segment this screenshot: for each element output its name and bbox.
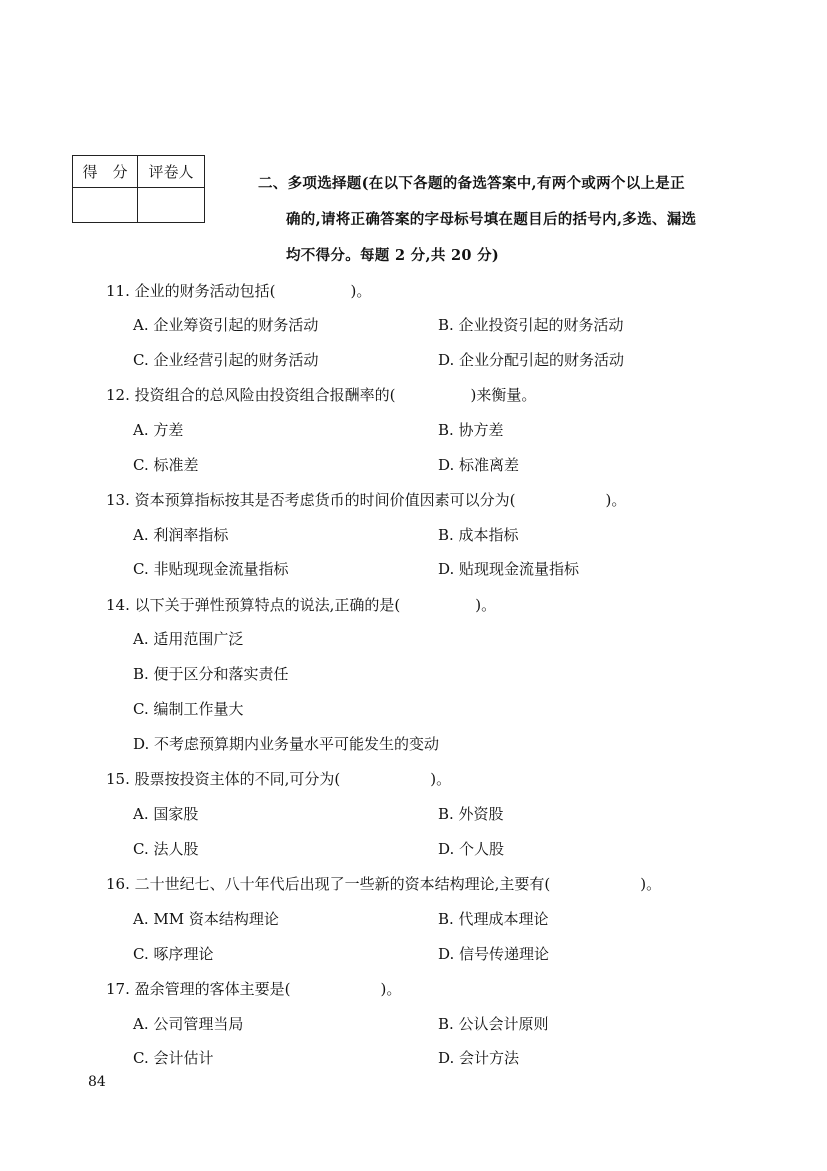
question-17-option-b: B. 公认会计原则 [438,1015,549,1033]
question-16-option-c: C. 啄序理论 [133,945,214,963]
question-15-option-a: A. 国家股 [133,805,199,823]
question-11-option-a: A. 企业筹资引起的财务活动 [133,316,319,334]
section-title-line-1: 二、多项选择题(在以下各题的备选答案中,有两个或两个以上是正 [258,175,685,192]
question-16-option-b: B. 代理成本理论 [438,910,549,928]
question-14-option-a: A. 适用范围广泛 [133,630,244,648]
section-title-line-2: 确的,请将正确答案的字母标号填在题目后的括号内,多选、漏选 [286,211,697,228]
grader-cell [138,188,205,223]
score-cell [73,188,138,223]
page-number: 84 [88,1074,106,1090]
question-15-stem: 15. 股票按投资主体的不同,可分为( )。 [106,770,452,788]
question-14-option-b: B. 便于区分和落实责任 [133,665,289,683]
question-11-stem: 11. 企业的财务活动包括( )。 [106,282,372,300]
section-title-line-3: 均不得分。每题 2 分,共 20 分) [286,247,500,264]
question-13-stem: 13. 资本预算指标按其是否考虑货币的时间价值因素可以分为( )。 [106,491,627,509]
question-15-option-d: D. 个人股 [438,840,505,858]
question-13-option-c: C. 非贴现现金流量指标 [133,560,289,578]
grader-label: 评卷人 [138,156,205,188]
question-14-option-c: C. 编制工作量大 [133,700,244,718]
question-16-option-d: D. 信号传递理论 [438,945,550,963]
question-11-option-c: C. 企业经营引起的财务活动 [133,351,319,369]
question-12-option-d: D. 标准离差 [438,456,520,474]
question-13-option-b: B. 成本指标 [438,526,519,544]
question-11-option-d: D. 企业分配引起的财务活动 [438,351,625,369]
question-11-option-b: B. 企业投资引起的财务活动 [438,316,624,334]
question-13-option-a: A. 利润率指标 [133,526,229,544]
question-15-option-b: B. 外资股 [438,805,504,823]
score-box [72,155,205,223]
question-17-option-d: D. 会计方法 [438,1049,520,1067]
question-12-option-c: C. 标准差 [133,456,199,474]
question-12-option-b: B. 协方差 [438,421,504,439]
question-16-option-a: A. MM 资本结构理论 [133,910,279,928]
score-label: 得 分 [73,156,138,188]
question-17-option-c: C. 会计估计 [133,1049,214,1067]
question-14-stem: 14. 以下关于弹性预算特点的说法,正确的是( )。 [106,596,497,614]
question-13-option-d: D. 贴现现金流量指标 [438,560,580,578]
question-12-stem: 12. 投资组合的总风险由投资组合报酬率的( )来衡量。 [106,386,537,404]
question-16-stem: 16. 二十世纪七、八十年代后出现了一些新的资本结构理论,主要有( )。 [106,875,662,893]
question-17-stem: 17. 盈余管理的客体主要是( )。 [106,980,402,998]
question-17-option-a: A. 公司管理当局 [133,1015,244,1033]
question-12-option-a: A. 方差 [133,421,184,439]
question-15-option-c: C. 法人股 [133,840,199,858]
question-14-option-d: D. 不考虑预算期内业务量水平可能发生的变动 [133,735,440,753]
